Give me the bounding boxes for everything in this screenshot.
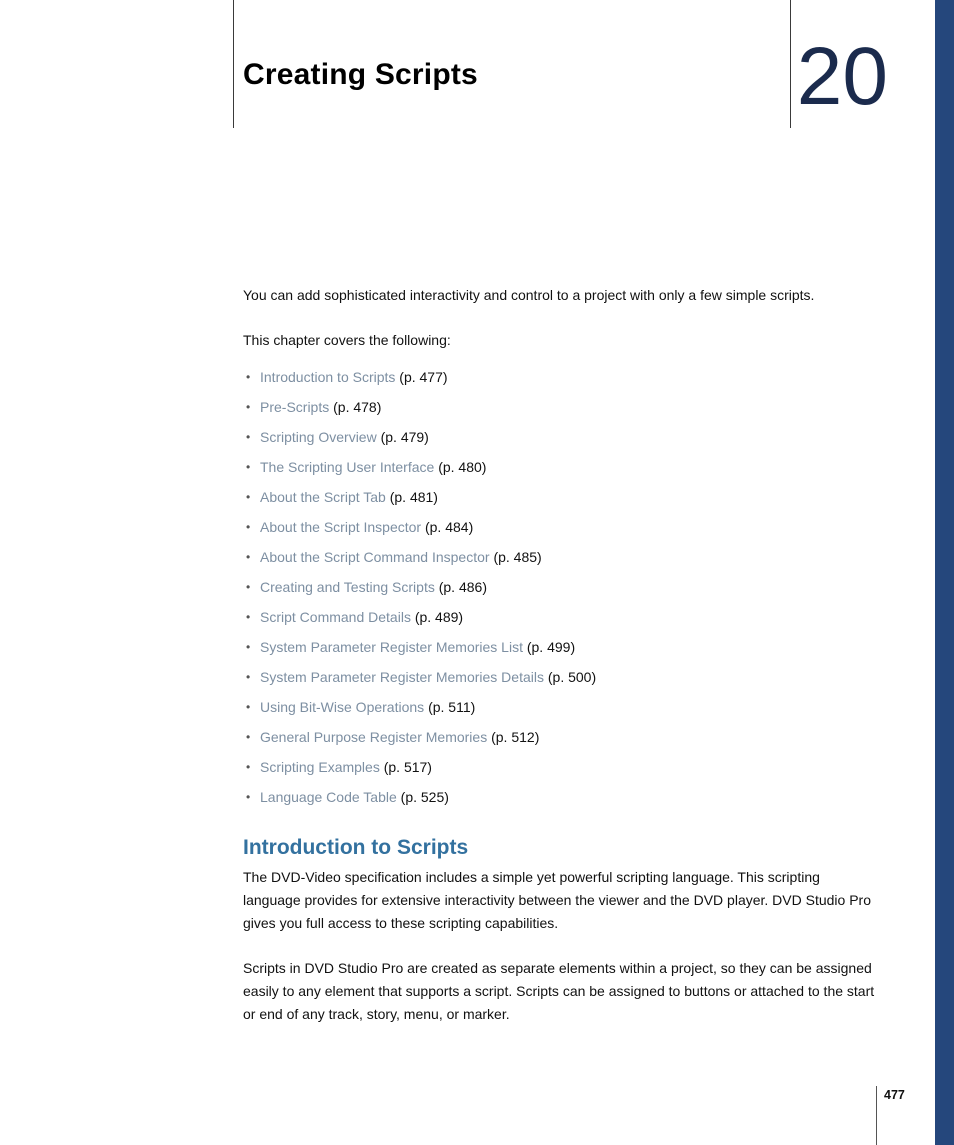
- toc-page-ref: (p. 477): [399, 369, 448, 385]
- toc-item: [243, 786, 875, 808]
- toc-item: [243, 366, 875, 388]
- section-paragraph-1: The DVD-Video specification includes a simple yet powerful scripting language. This scripting language provides for extensive interactivity between the viewer and the DVD player. DVD Studio Pro gives you full access to these scripting capabilities.: [243, 869, 872, 931]
- toc-page-ref: (p. 480): [438, 459, 487, 475]
- toc-item: [243, 426, 875, 448]
- toc-link[interactable]: Scripting Examples: [260, 759, 380, 775]
- chapter-toc-list: [243, 366, 875, 808]
- toc-link[interactable]: The Scripting User Interface: [260, 459, 435, 475]
- header-left-rule: [233, 0, 234, 128]
- toc-page-ref: (p. 500): [547, 669, 597, 685]
- bullet-icon: •: [246, 700, 251, 714]
- toc-item: [243, 606, 875, 628]
- toc-page-ref: (p. 486): [438, 579, 487, 595]
- toc-link[interactable]: Pre-Scripts: [260, 399, 330, 415]
- toc-item: [243, 696, 875, 718]
- toc-lead-text: This chapter covers the following:: [243, 332, 451, 348]
- toc-link[interactable]: About the Script Inspector: [260, 519, 422, 535]
- toc-page-ref: (p. 512): [491, 729, 540, 745]
- intro-paragraph: You can add sophisticated interactivity and control to a project with only a few simple scripts.: [243, 287, 815, 303]
- toc-page-ref: (p. 489): [414, 609, 464, 625]
- toc-item: [243, 636, 875, 658]
- footer-rule: [876, 1086, 877, 1145]
- toc-link[interactable]: Language Code Table: [260, 789, 397, 805]
- bullet-icon: •: [246, 610, 251, 624]
- chapter-number: 20: [796, 31, 888, 122]
- bullet-icon: •: [246, 370, 251, 384]
- toc-link[interactable]: Using Bit-Wise Operations: [260, 699, 425, 715]
- bullet-icon: •: [246, 550, 251, 564]
- header-right-rule: [790, 0, 791, 128]
- toc-link[interactable]: Scripting Overview: [260, 429, 377, 445]
- toc-page-ref: (p. 511): [428, 699, 476, 715]
- bullet-icon: •: [246, 430, 251, 444]
- toc-link[interactable]: System Parameter Register Memories List: [260, 639, 523, 655]
- bullet-icon: •: [246, 520, 251, 534]
- bullet-icon: •: [246, 640, 251, 654]
- bullet-icon: •: [246, 670, 251, 684]
- chapter-title: Creating Scripts: [243, 58, 478, 91]
- bullet-icon: •: [246, 580, 251, 594]
- toc-item: [243, 576, 875, 598]
- bullet-icon: •: [246, 760, 251, 774]
- toc-page-ref: (p. 479): [380, 429, 429, 445]
- toc-link[interactable]: Creating and Testing Scripts: [260, 579, 435, 595]
- toc-item: [243, 396, 875, 418]
- bullet-icon: •: [246, 400, 251, 414]
- toc-link[interactable]: System Parameter Register Memories Details: [260, 669, 544, 685]
- toc-link[interactable]: Introduction to Scripts: [260, 369, 396, 385]
- toc-item: [243, 726, 875, 748]
- bullet-icon: •: [246, 730, 251, 744]
- toc-page-ref: (p. 517): [383, 759, 432, 775]
- section-paragraph-2: Scripts in DVD Studio Pro are created as separate elements within a project, so they can be assigned easily to any element that supports a script. Scripts can be assigned to buttons or attached to the start or end of any track, story, menu, or marker.: [243, 960, 875, 1022]
- toc-page-ref: (p. 481): [389, 489, 438, 505]
- bullet-icon: •: [246, 790, 251, 804]
- toc-page-ref: (p. 478): [333, 399, 382, 415]
- toc-page-ref: (p. 484): [424, 519, 474, 535]
- toc-item: [243, 756, 875, 778]
- section-heading: Introduction to Scripts: [243, 836, 469, 859]
- page-edge-accent-bar: [935, 0, 954, 1145]
- toc-item: [243, 546, 875, 568]
- toc-link[interactable]: About the Script Tab: [260, 489, 386, 505]
- toc-link[interactable]: Script Command Details: [260, 609, 411, 625]
- content-column: [243, 284, 875, 1048]
- toc-item: [243, 516, 875, 538]
- toc-page-ref: (p. 485): [493, 549, 542, 565]
- bullet-icon: •: [246, 460, 251, 474]
- toc-item: [243, 486, 875, 508]
- toc-link[interactable]: General Purpose Register Memories: [260, 729, 488, 745]
- toc-link[interactable]: About the Script Command Inspector: [260, 549, 490, 565]
- toc-page-ref: (p. 525): [400, 789, 449, 805]
- toc-item: [243, 666, 875, 688]
- bullet-icon: •: [246, 490, 251, 504]
- toc-page-ref: (p. 499): [526, 639, 576, 655]
- toc-item: [243, 456, 875, 478]
- page-number: 477: [884, 1088, 905, 1102]
